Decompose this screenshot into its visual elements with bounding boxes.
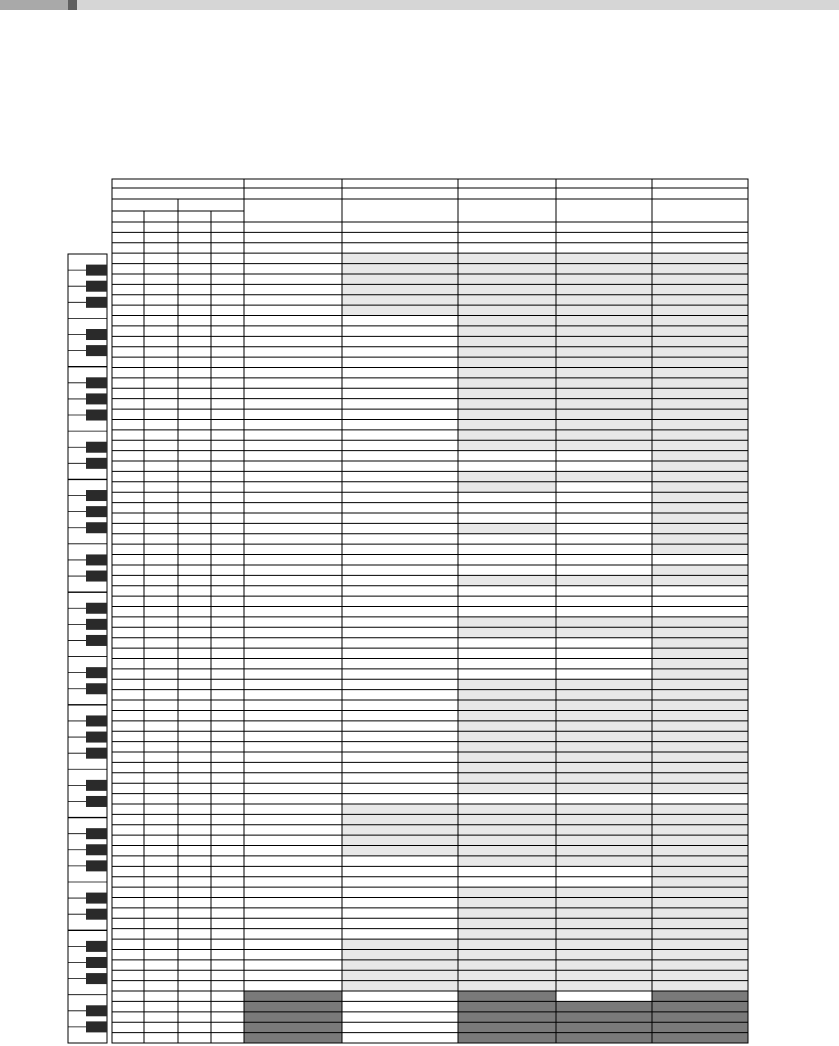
dark-cell-block — [652, 991, 748, 1043]
shaded-cell-block — [556, 679, 652, 793]
black-key — [86, 732, 107, 743]
black-key — [86, 748, 107, 759]
black-key — [86, 458, 107, 469]
black-key — [86, 909, 107, 920]
black-key — [86, 377, 107, 388]
keyboard-frame — [68, 254, 107, 1043]
black-key — [86, 893, 107, 904]
shaded-cell-block — [342, 846, 458, 856]
black-key — [86, 265, 107, 276]
black-key — [86, 844, 107, 855]
shaded-cell-block — [556, 253, 652, 430]
black-key — [86, 941, 107, 952]
shaded-cell-block — [556, 575, 652, 585]
shaded-cell-block — [342, 939, 458, 991]
black-key — [86, 554, 107, 565]
black-key — [86, 973, 107, 984]
black-key — [86, 329, 107, 340]
black-key — [86, 619, 107, 630]
shaded-cell-block — [652, 679, 748, 793]
black-key — [86, 281, 107, 292]
piano-keyboard — [68, 254, 107, 1043]
black-key — [86, 603, 107, 614]
black-key — [86, 393, 107, 404]
black-key — [86, 297, 107, 308]
shaded-cell-block — [556, 471, 652, 481]
black-key — [86, 1021, 107, 1032]
shaded-cell-block — [458, 679, 556, 793]
black-key — [86, 828, 107, 839]
black-key — [86, 490, 107, 501]
dark-cell-block — [458, 991, 556, 1043]
dark-cell-block — [244, 991, 342, 1043]
black-key — [86, 667, 107, 678]
black-key — [86, 715, 107, 726]
shaded-cell-block — [458, 253, 556, 430]
black-key — [86, 345, 107, 356]
black-key — [86, 957, 107, 968]
shaded-cell-block — [458, 575, 556, 585]
black-key — [86, 442, 107, 453]
black-key — [86, 571, 107, 582]
black-key — [86, 683, 107, 694]
black-key — [86, 410, 107, 421]
black-key — [86, 1005, 107, 1016]
black-key — [86, 506, 107, 517]
black-key — [86, 860, 107, 871]
black-key — [86, 796, 107, 807]
shaded-cell-block — [458, 523, 556, 533]
black-key — [86, 780, 107, 791]
shaded-cell-block — [652, 253, 748, 554]
black-key — [86, 635, 107, 646]
black-key — [86, 522, 107, 533]
